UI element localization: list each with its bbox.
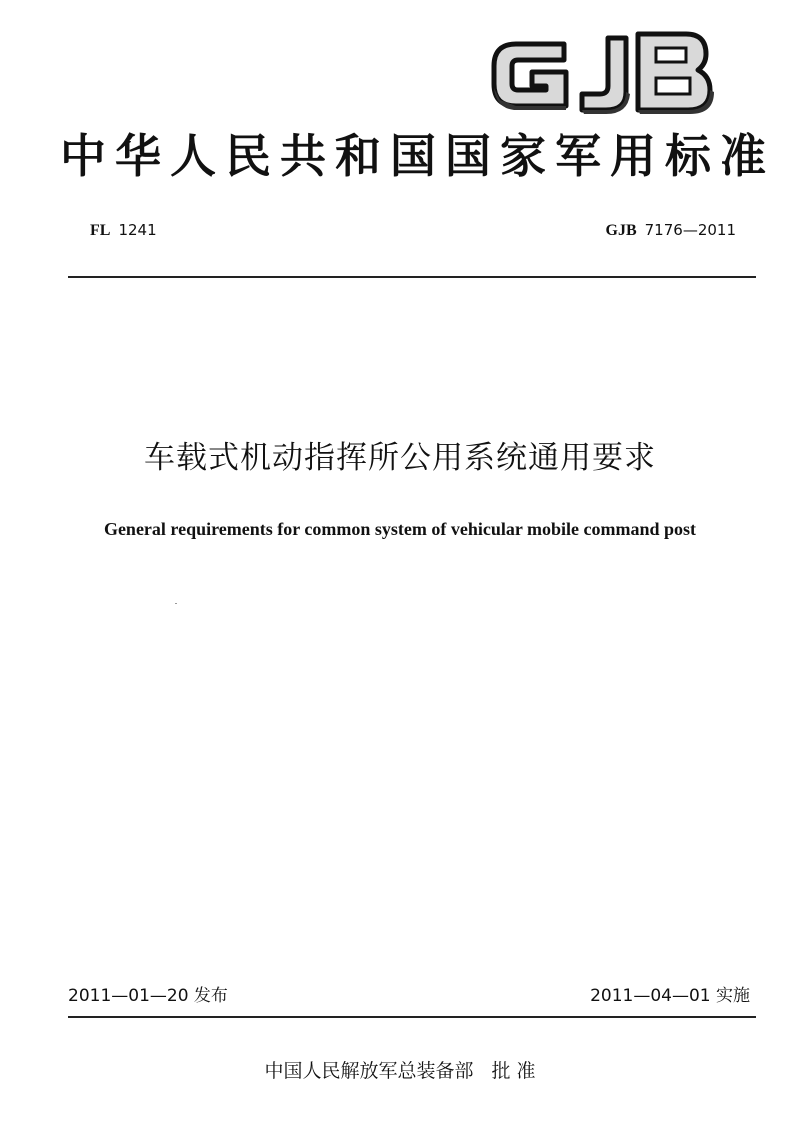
top-divider: [68, 276, 756, 278]
logo-letter-b: [638, 34, 714, 114]
effective-date: 2011—04—01 实施: [590, 986, 750, 1006]
approval-label: 批 准: [491, 1060, 536, 1082]
approval-line: [0, 1058, 800, 1084]
classification-number: 1241: [118, 221, 157, 239]
standard-title: 中华人民共和国国家军用标准: [60, 129, 775, 183]
classification-code: [90, 220, 157, 241]
standard-number: [606, 220, 736, 241]
issuing-authority: 中国人民解放军总装备部: [264, 1060, 474, 1082]
logo-text: GJB: [486, 26, 488, 27]
classification-label: FL: [90, 222, 111, 239]
issue-date: 2011—01—20 发布: [68, 986, 228, 1006]
logo-letter-g: [494, 44, 566, 110]
document-title-en: General requirements for common system of vehicular mobile command post: [103, 519, 697, 539]
scan-speck: [175, 603, 177, 604]
standard-number-value: 7176—2011: [644, 221, 736, 239]
logo-letter-j: [582, 38, 630, 114]
document-title-cn: 车载式机动指挥所公用系统通用要求: [144, 440, 656, 476]
standard-number-label: GJB: [605, 222, 637, 239]
bottom-divider: [68, 1016, 756, 1018]
gjb-logo: [486, 26, 716, 120]
